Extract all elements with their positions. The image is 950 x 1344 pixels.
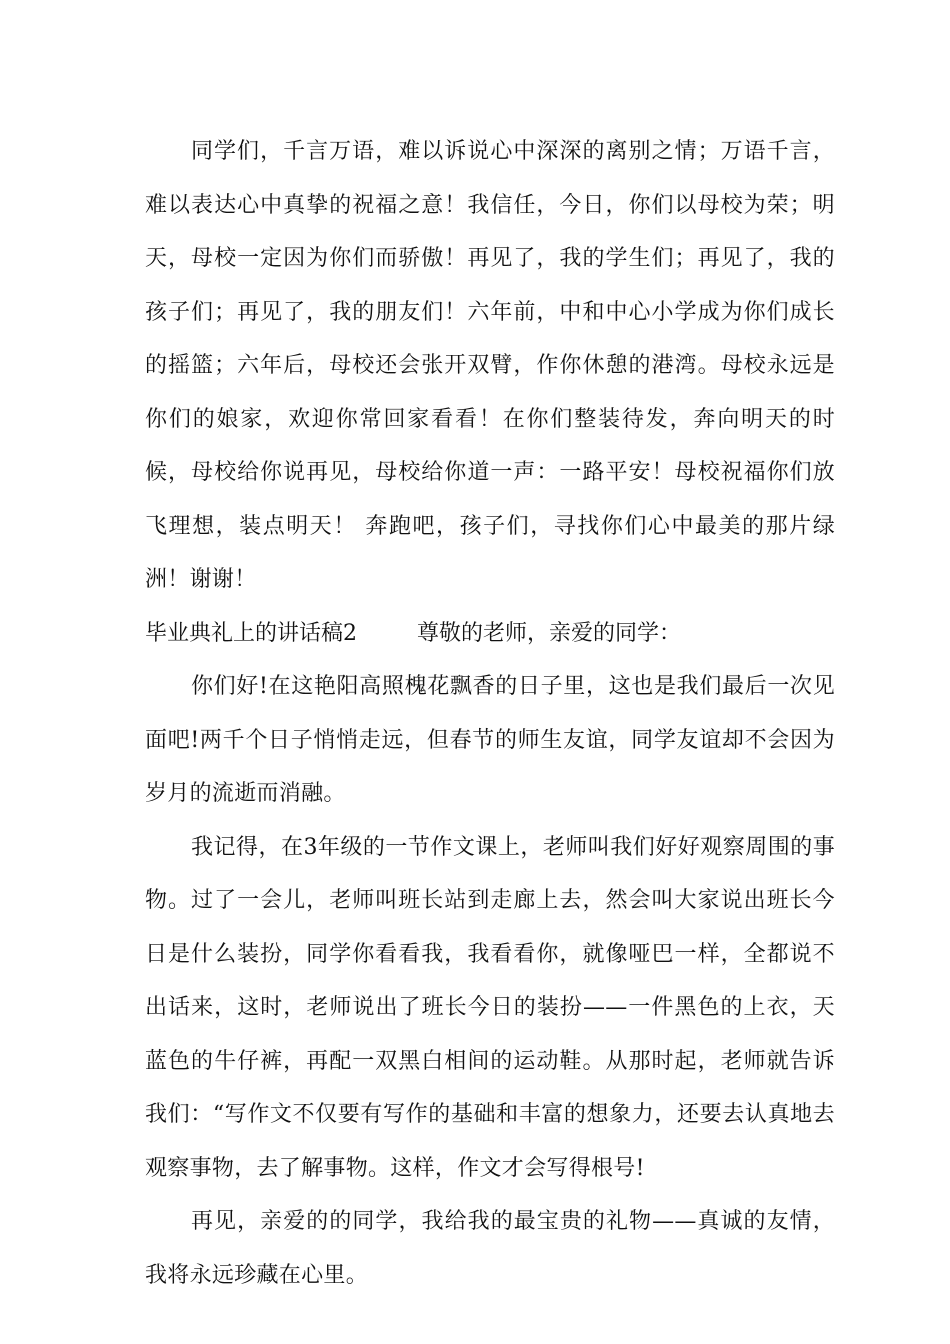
paragraph-memory: 我记得，在3年级的一节作文课上，老师叫我们好好观察周围的事物。过了一会儿，老师叫班长站到走廊上去，然会叫大家说出班长今日是什么装扮，同学你看看我，我看看你，就像哑巴一样，全都说不出话来，这时，老师说出了班长今日的装扮——一件黑色的上衣，天蓝色的牛仔裤，再配一双黑白相间的运动鞋。从那时起，老师就告诉我们：“写作文不仅要有写作的基础和丰富的想象力，还要去认真地去观察事物，去了解事物。这样，作文才会写得根号! bbox=[145, 834, 835, 1181]
speech-heading-line bbox=[145, 607, 835, 661]
paragraph-goodbye: 再见，亲爱的的同学，我给我的最宝贵的礼物——真诚的友情，我将永远珍藏在心里。 bbox=[145, 1209, 835, 1288]
paragraph-greeting: 你们好!在这艳阳高照槐花飘香的日子里，这也是我们最后一次见面吧!两千个日子悄悄走远，但春节的师生友谊，同学友谊却不会因为岁月的流逝而消融。 bbox=[145, 674, 835, 806]
document-page bbox=[145, 125, 835, 1302]
paragraph-farewell: 同学们，千言万语，难以诉说心中深深的离别之情；万语千言，难以表达心中真挚的祝福之意！我信任，今日，你们以母校为荣；明天，母校一定因为你们而骄傲！再见了，我的学生们；再见了，我的孩子们；再见了，我的朋友们！六年前，中和中心小学成为你们成长的摇篮；六年后，母校还会张开双臂，作你休憩的港湾。母校永远是你们的娘家，欢迎你常回家看看！在你们整装待发，奔向明天的时候，母校给你说再见，母校给你道一声：一路平安！母校祝福你们放飞理想，装点明天！ 奔跑吧，孩子们，寻找你们心中最美的那片绿洲！谢谢！ bbox=[145, 139, 835, 592]
speech-title: 毕业典礼上的讲话稿2 bbox=[145, 620, 357, 646]
speech-salutation: 尊敬的老师，亲爱的同学： bbox=[417, 620, 682, 646]
